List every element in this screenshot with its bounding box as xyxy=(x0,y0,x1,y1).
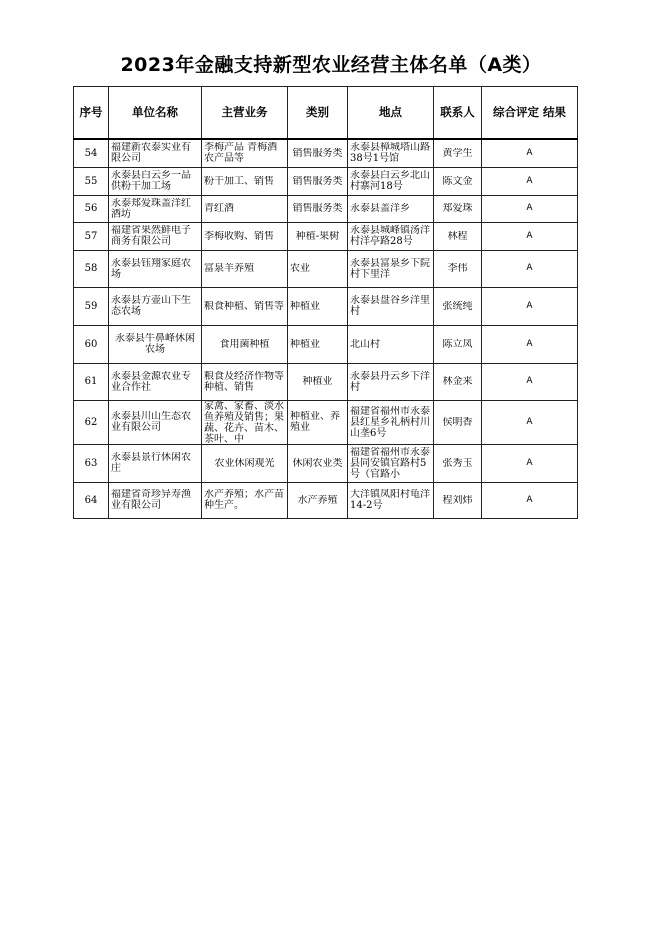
cell-category: 休闲农业类 xyxy=(288,444,348,482)
cell-rating: A xyxy=(482,250,578,287)
cell-location: 永泰县盖洋乡 xyxy=(348,195,434,222)
cell-business: 食用菌种植 xyxy=(202,325,288,363)
cell-seq: 58 xyxy=(74,250,109,287)
cell-contact: 林程 xyxy=(434,222,482,250)
cell-rating: A xyxy=(482,195,578,222)
cell-name: 永泰县牛鼻峰休闲农场 xyxy=(109,325,202,363)
cell-category: 农业 xyxy=(288,250,348,287)
cell-name: 福建新农泰实业有限公司 xyxy=(109,139,202,167)
cell-rating: A xyxy=(482,325,578,363)
header-rating: 综合评定 结果 xyxy=(482,87,578,140)
table-row xyxy=(74,400,578,444)
cell-seq: 55 xyxy=(74,167,109,195)
cell-name: 永泰县金源农业专业合作社 xyxy=(109,363,202,400)
cell-seq: 59 xyxy=(74,287,109,325)
cell-name: 永泰县方壶山下生态农场 xyxy=(109,287,202,325)
table-row xyxy=(74,444,578,482)
cell-rating: A xyxy=(482,482,578,518)
cell-name: 永泰县钰翔家庭农场 xyxy=(109,250,202,287)
cell-category: 种植业、养殖业 xyxy=(288,400,348,444)
table-row xyxy=(74,325,578,363)
cell-location: 永泰县丹云乡下洋村 xyxy=(348,363,434,400)
table-row xyxy=(74,250,578,287)
table-row xyxy=(74,363,578,400)
cell-location: 北山村 xyxy=(348,325,434,363)
cell-business: 粉干加工、销售 xyxy=(202,167,288,195)
cell-location: 永泰县白云乡北山村寨河18号 xyxy=(348,167,434,195)
cell-category: 种植业 xyxy=(288,363,348,400)
header-seq: 序号 xyxy=(74,87,109,140)
cell-name: 福建省奇珍异寿渔业有限公司 xyxy=(109,482,202,518)
cell-contact: 郑爱珠 xyxy=(434,195,482,222)
cell-name: 永泰县景行休闲农庄 xyxy=(109,444,202,482)
table-row xyxy=(74,222,578,250)
cell-rating: A xyxy=(482,222,578,250)
header-row xyxy=(74,87,578,140)
header-contact: 联系人 xyxy=(434,87,482,140)
cell-contact: 侯明香 xyxy=(434,400,482,444)
cell-category: 销售服务类 xyxy=(288,167,348,195)
cell-name: 永泰县川山生态农业有限公司 xyxy=(109,400,202,444)
cell-seq: 61 xyxy=(74,363,109,400)
cell-location: 永泰县盘谷乡洋里村 xyxy=(348,287,434,325)
cell-business: 粮食及经济作物等种植、销售 xyxy=(202,363,288,400)
cell-rating: A xyxy=(482,444,578,482)
cell-seq: 57 xyxy=(74,222,109,250)
cell-seq: 63 xyxy=(74,444,109,482)
cell-category: 种植业 xyxy=(288,325,348,363)
cell-business: 李梅产品 青梅酒 农产品等 xyxy=(202,139,288,167)
cell-rating: A xyxy=(482,139,578,167)
cell-category: 水产养殖 xyxy=(288,482,348,518)
cell-contact: 张秀玉 xyxy=(434,444,482,482)
cell-location: 大洋镇凤阳村龟洋14-2号 xyxy=(348,482,434,518)
table-row xyxy=(74,139,578,167)
cell-category: 种植业 xyxy=(288,287,348,325)
cell-category: 种植-果树 xyxy=(288,222,348,250)
cell-business: 李梅收购、销售 xyxy=(202,222,288,250)
cell-seq: 54 xyxy=(74,139,109,167)
cell-contact: 陈立凤 xyxy=(434,325,482,363)
cell-location: 福建省福州市永泰县红星乡礼柄村川山垄6号 xyxy=(348,400,434,444)
cell-seq: 60 xyxy=(74,325,109,363)
table-row xyxy=(74,195,578,222)
cell-contact: 李伟 xyxy=(434,250,482,287)
cell-rating: A xyxy=(482,287,578,325)
cell-location: 永泰县樟城塔山路38号1号馆 xyxy=(348,139,434,167)
cell-contact: 林金来 xyxy=(434,363,482,400)
cell-location: 永泰县富泉乡下院村下里洋 xyxy=(348,250,434,287)
page-title: 2023年金融支持新型农业经营主体名单（A类） xyxy=(120,54,542,76)
table-row xyxy=(74,482,578,518)
header-name: 单位名称 xyxy=(109,87,202,140)
cell-contact: 黄学生 xyxy=(434,139,482,167)
cell-rating: A xyxy=(482,400,578,444)
cell-seq: 56 xyxy=(74,195,109,222)
cell-rating: A xyxy=(482,167,578,195)
cell-contact: 张统纯 xyxy=(434,287,482,325)
cell-contact: 程刘炜 xyxy=(434,482,482,518)
cell-rating: A xyxy=(482,363,578,400)
cell-business: 水产养殖；水产苗种生产。 xyxy=(202,482,288,518)
cell-business: 青红酒 xyxy=(202,195,288,222)
cell-name: 福建省果然鲜电子商务有限公司 xyxy=(109,222,202,250)
cell-location: 永泰县城峰镇汤洋村洋亭路28号 xyxy=(348,222,434,250)
cell-business: 家禽、家畜、淡水鱼养殖及销售；果蔬、花卉、苗木、茶叶、中 xyxy=(202,400,288,444)
cell-seq: 64 xyxy=(74,482,109,518)
table-row xyxy=(74,287,578,325)
table-row xyxy=(74,167,578,195)
cell-location: 福建省福州市永泰县同安镇官路村5号（官路小 xyxy=(348,444,434,482)
cell-business: 粮食种植、销售等 xyxy=(202,287,288,325)
cell-business: 富泉羊养殖 xyxy=(202,250,288,287)
cell-contact: 陈文金 xyxy=(434,167,482,195)
cell-business: 农业休闲观光 xyxy=(202,444,288,482)
cell-category: 销售服务类 xyxy=(288,139,348,167)
header-location: 地点 xyxy=(348,87,434,140)
cell-name: 永泰郑爱珠盖洋红酒坊 xyxy=(109,195,202,222)
cell-name: 永泰县白云乡一品供粉干加工场 xyxy=(109,167,202,195)
cell-seq: 62 xyxy=(74,400,109,444)
header-business: 主营业务 xyxy=(202,87,288,140)
cell-category: 销售服务类 xyxy=(288,195,348,222)
entity-table xyxy=(73,86,578,519)
header-category: 类别 xyxy=(288,87,348,140)
